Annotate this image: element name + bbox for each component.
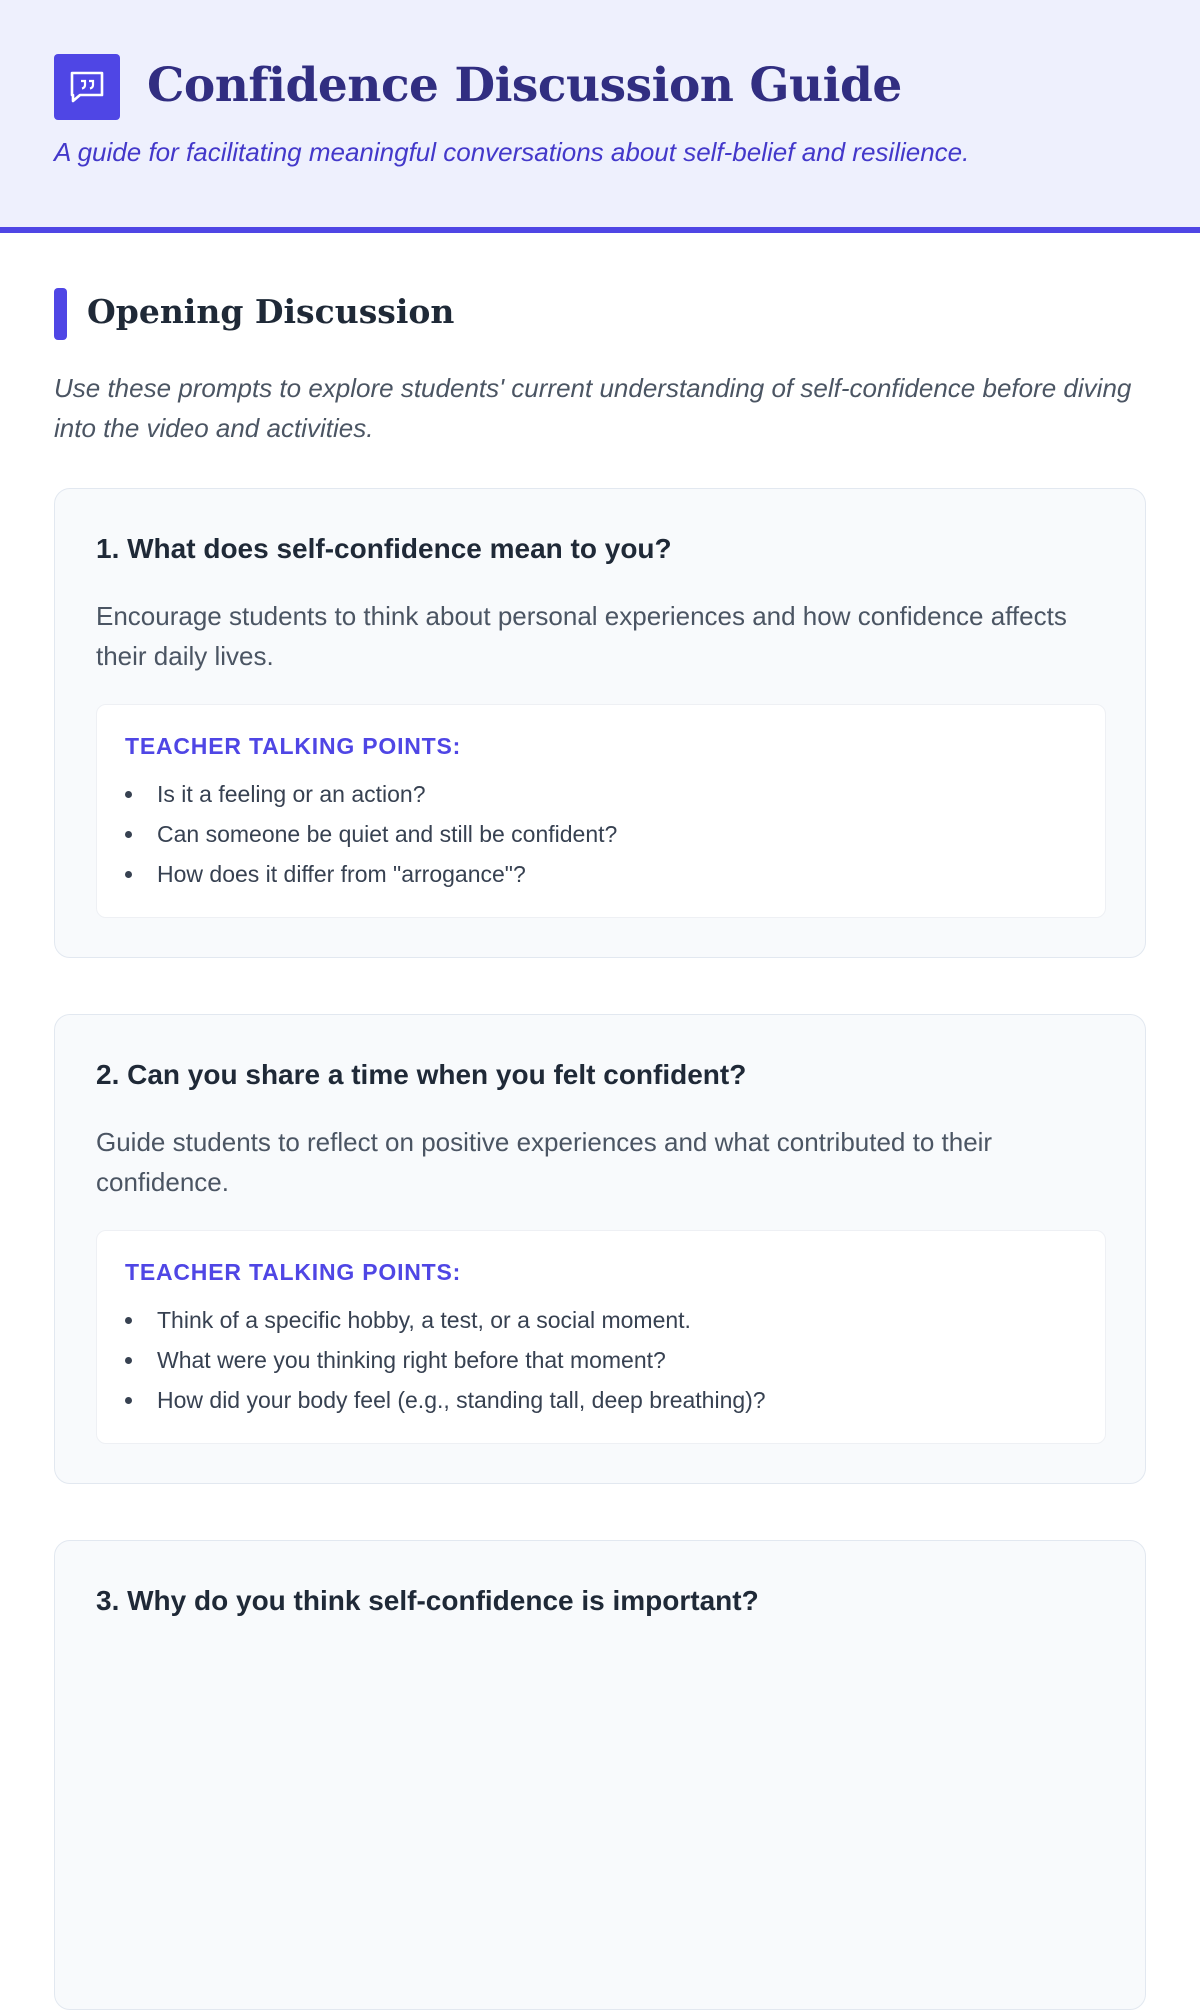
question-title: 3. Why do you think self-confidence is important? (96, 1585, 759, 1616)
talking-point: How does it differ from "arrogance"? (125, 859, 617, 899)
talking-points-heading: TEACHER TALKING POINTS: (125, 733, 462, 759)
talking-point: How did your body feel (e.g., standing tall, deep breathing)? (125, 1385, 766, 1425)
section-title: Opening Discussion (87, 292, 455, 331)
question-card (54, 1014, 1146, 1484)
talking-point: Is it a feeling or an action? (125, 779, 617, 819)
page-header (0, 0, 1200, 233)
section-intro: Use these prompts to explore students' current understanding of self-confidence before diving into the video and activities. (54, 373, 1132, 443)
question-card (54, 1540, 1146, 2010)
question-description: Guide students to reflect on positive experiences and what contributed to their confidence. (96, 1127, 993, 1197)
talking-points-box (96, 1230, 1106, 1444)
talking-points-box (96, 704, 1106, 918)
talking-point: Can someone be quiet and still be confident? (125, 819, 617, 859)
page-title: Confidence Discussion Guide (147, 58, 902, 113)
question-description: Encourage students to think about personal experiences and how confidence affects their daily lives. (96, 601, 1067, 671)
talking-points-list (125, 779, 617, 899)
quote-bubble-icon (54, 54, 120, 120)
talking-points-list (125, 1305, 766, 1425)
talking-points-heading: TEACHER TALKING POINTS: (125, 1259, 462, 1285)
question-card (54, 488, 1146, 958)
question-title: 2. Can you share a time when you felt confident? (96, 1059, 747, 1090)
page-subtitle: A guide for facilitating meaningful conversations about self-belief and resilience. (54, 137, 970, 167)
talking-point: Think of a specific hobby, a test, or a social moment. (125, 1305, 766, 1345)
talking-point: What were you thinking right before that moment? (125, 1345, 766, 1385)
section-accent-bar (54, 288, 67, 340)
question-title: 1. What does self-confidence mean to you? (96, 533, 672, 564)
